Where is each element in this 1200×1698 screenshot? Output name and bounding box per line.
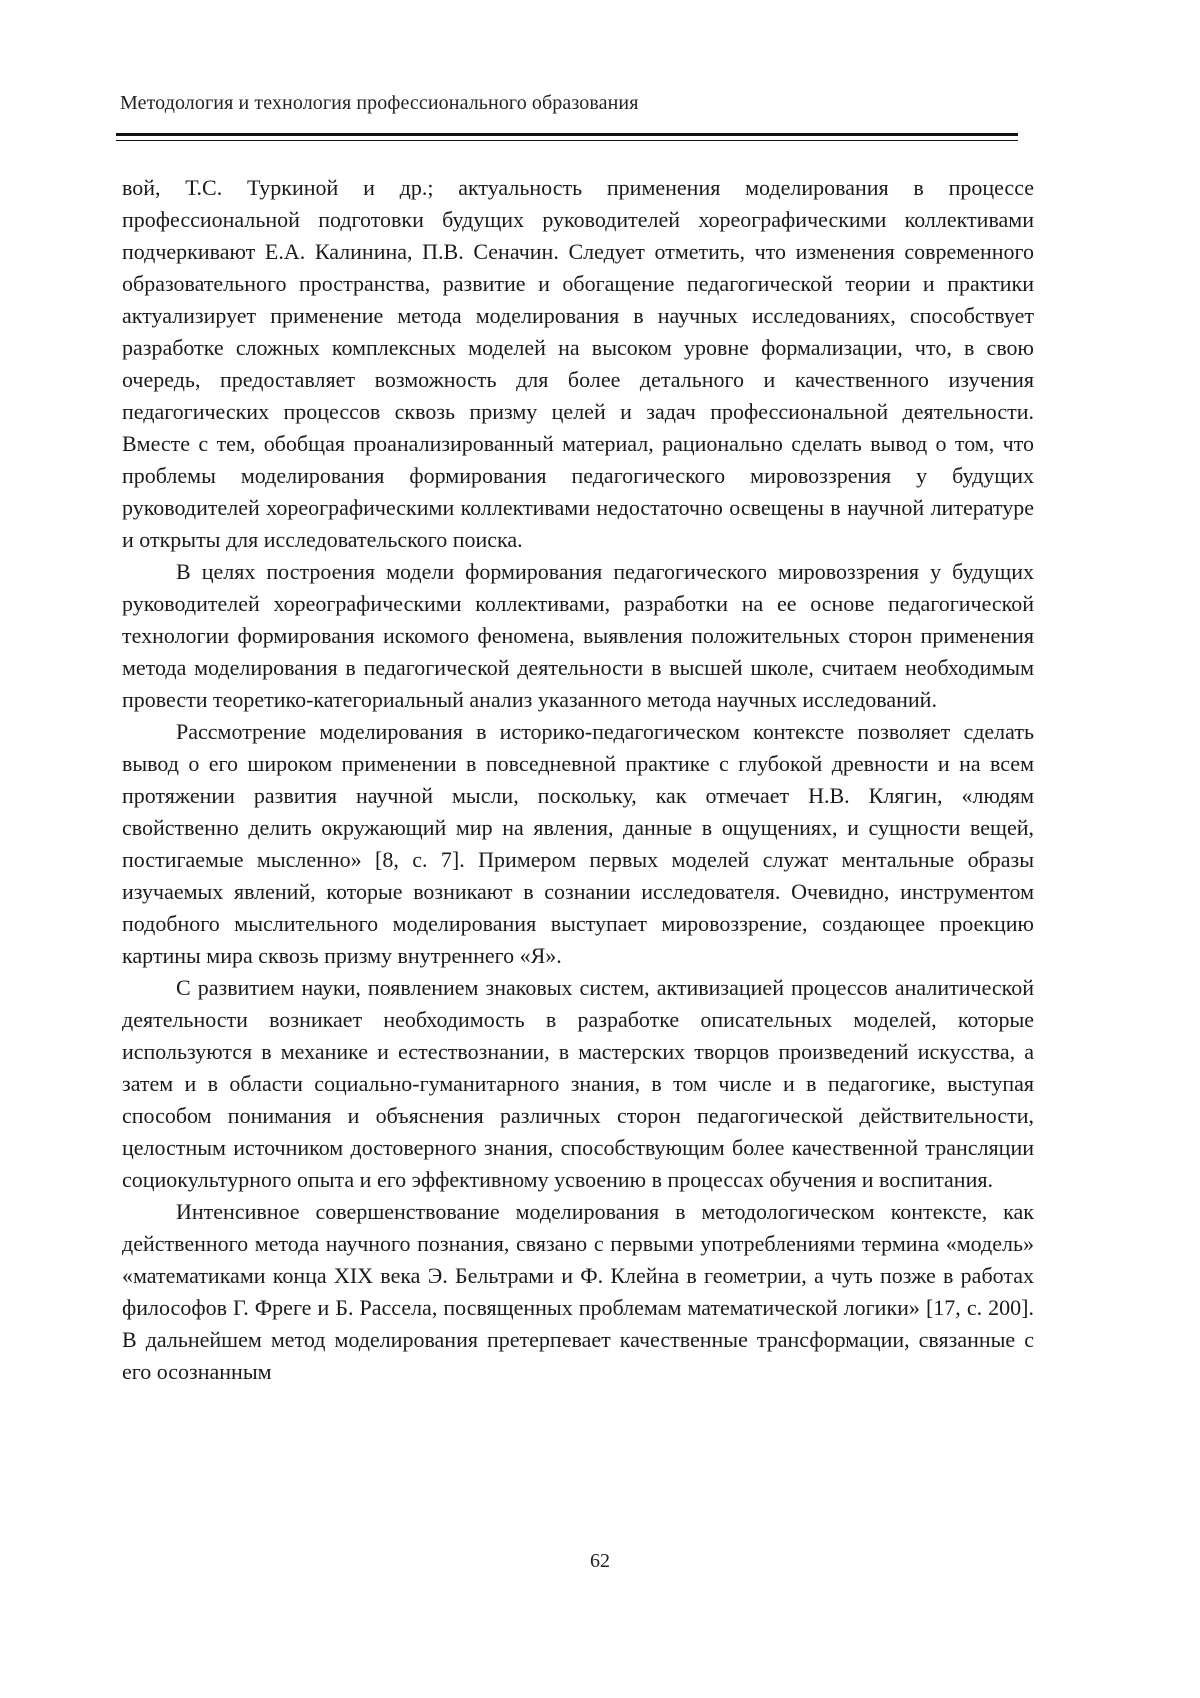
header-rule-thick <box>116 133 1018 136</box>
paragraph-3: Рассмотрение моделирования в историко-педагогическом контексте позволяет сделать вывод о его широком применении в повседневной практике с глубокой древности и на всем протяжении развития научной мысли, поскольку, как отмечает Н.В. Клягин, «людям свойственно делить окружающий мир на явления, данные в ощущениях, и сущности вещей, постигаемые мысленно» [8, с. 7]. Примером первых моделей служат ментальные образы изучаемых явлений, которые возникают в сознании исследователя. Очевидно, инструментом подобного мыслительного моделирования выступает мировоззрение, создающее проекцию картины мира сквозь призму внутреннего «Я». <box>122 719 1034 968</box>
paragraph-1: вой, Т.С. Туркиной и др.; актуальность применения моделирования в процессе профессиональной подготовки будущих руководителей хореографическими коллективами подчеркивают Е.А. Калинина, П.В. Сеначин. Следует отметить, что изменения современного образовательного пространства, развитие и обогащение педагогической теории и практики актуализирует применение метода моделирования в научных исследованиях, способствует разработке сложных комплексных моделей на высоком уровне формализации, что, в свою очередь, предоставляет возможность для более детального и качественного изучения педагогических процессов сквозь призму целей и задач профессиональной деятельности. Вместе с тем, обобщая проанализированный материал, рационально сделать вывод о том, что проблемы моделирования формирования педагогического мировоззрения у будущих руководителей хореографическими коллективами недостаточно освещены в научной литературе и открыты для исследовательского поиска. <box>122 175 1034 552</box>
running-head: Методология и технология профессионального образования <box>120 92 639 114</box>
header-rule-thin <box>116 140 1018 141</box>
paragraph-2: В целях построения модели формирования педагогического мировоззрения у будущих руководителей хореографическими коллективами, разработки на ее основе педагогической технологии формирования искомого феномена, выявления положительных сторон применения метода моделирования в педагогической деятельности в высшей школе, считаем необходимым провести теоретико-категориальный анализ указанного метода научных исследований. <box>122 559 1034 712</box>
page-number: 62 <box>590 1550 610 1572</box>
paragraph-4: С развитием науки, появлением знаковых систем, активизацией процессов аналитической деятельности возникает необходимость в разработке описательных моделей, которые используются в механике и естествознании, в мастерских творцов произведений искусства, а затем и в области социально-гуманитарного знания, в том числе и в педагогике, выступая способом понимания и объяснения различных сторон педагогической действительности, целостным источником достоверного знания, способствующим более качественной трансляции социокультурного опыта и его эффективному усвоению в процессах обучения и воспитания. <box>122 975 1034 1192</box>
paragraph-5: Интенсивное совершенствование моделирования в методологическом контексте, как действенного метода научного познания, связано с первыми употреблениями термина «модель» «математиками конца XIX века Э. Бельтрами и Ф. Клейна в геометрии, а чуть позже в работах философов Г. Фреге и Б. Рассела, посвященных проблемам математической логики» [17, с. 200]. В дальнейшем метод моделирования претерпевает качественные трансформации, связанные с его осознанным <box>122 1199 1034 1384</box>
article-body <box>122 172 1034 1388</box>
